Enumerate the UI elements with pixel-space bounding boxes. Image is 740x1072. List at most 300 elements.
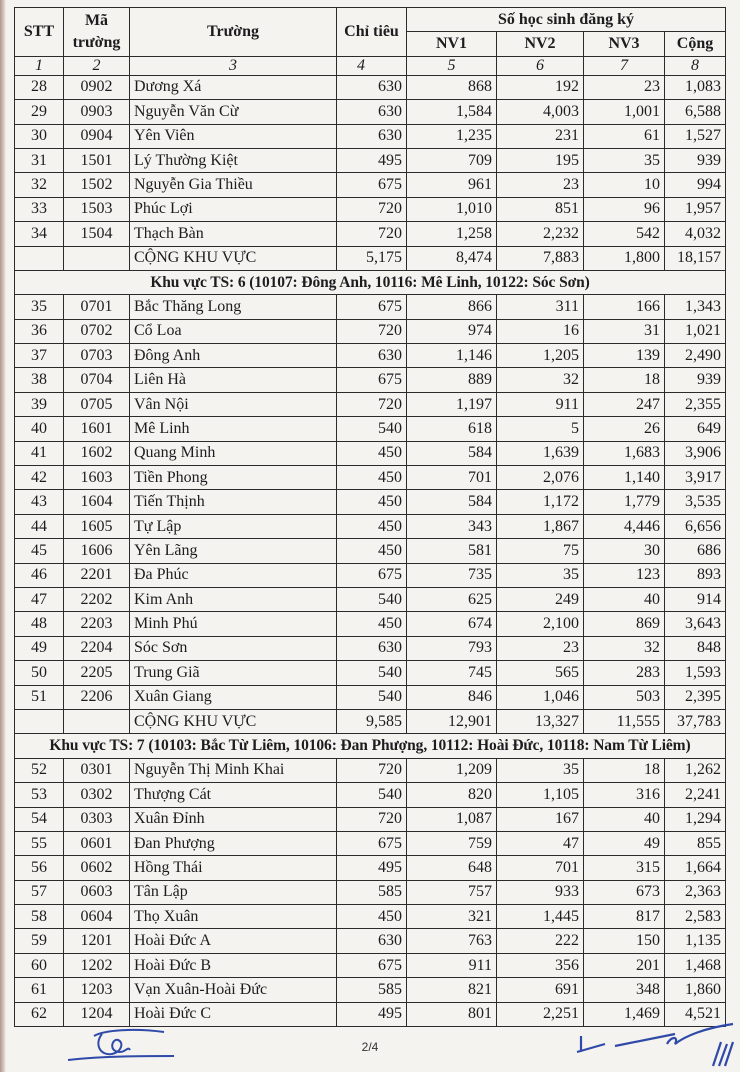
nv1-cell: 821	[407, 978, 497, 1002]
nv1-cell: 868	[407, 75, 497, 99]
nv1-cell: 1,209	[407, 758, 497, 782]
total-cell: 893	[665, 563, 726, 587]
quota-cell: 540	[337, 417, 407, 441]
stt-cell: 47	[15, 587, 64, 611]
column-index: 2	[64, 56, 130, 75]
col-header-nv3: NV3	[584, 32, 665, 56]
school-code-cell: 1203	[64, 978, 130, 1002]
quota-cell: 720	[337, 222, 407, 246]
total-cell: 1,021	[665, 319, 726, 343]
school-code-cell: 1603	[64, 466, 130, 490]
stt-cell: 57	[15, 880, 64, 904]
quota-cell: 720	[337, 758, 407, 782]
table-row	[15, 831, 726, 855]
school-code-cell: 1204	[64, 1002, 130, 1026]
nv3-cell: 201	[584, 953, 665, 977]
stt-cell: 56	[15, 856, 64, 880]
school-code-cell: 1606	[64, 539, 130, 563]
school-name-cell: Phúc Lợi	[130, 197, 337, 221]
stt-cell: 48	[15, 612, 64, 636]
stt-cell: 43	[15, 490, 64, 514]
nv3-cell: 542	[584, 222, 665, 246]
school-name-cell: Hoài Đức C	[130, 1002, 337, 1026]
page-number: 2/4	[361, 1040, 379, 1054]
school-name-cell: Mê Linh	[130, 417, 337, 441]
total-cell: 3,535	[665, 490, 726, 514]
school-code-cell: 0702	[64, 319, 130, 343]
school-code-cell: 0701	[64, 295, 130, 319]
school-name-cell: Tân Lập	[130, 880, 337, 904]
school-code-cell: 1605	[64, 514, 130, 538]
nv2-cell: 701	[497, 856, 584, 880]
school-code-cell: 2201	[64, 563, 130, 587]
nv3-cell: 40	[584, 807, 665, 831]
stt-cell: 38	[15, 368, 64, 392]
table-row	[15, 514, 726, 538]
nv3-cell: 10	[584, 173, 665, 197]
table-row	[15, 124, 726, 148]
nv2-cell: 231	[497, 124, 584, 148]
nv3-cell: 283	[584, 661, 665, 685]
nv1-cell: 745	[407, 661, 497, 685]
nv1-total: 8,474	[407, 246, 497, 270]
school-code-cell: 0601	[64, 831, 130, 855]
nv1-cell: 757	[407, 880, 497, 904]
stt-cell: 32	[15, 173, 64, 197]
nv3-cell: 348	[584, 978, 665, 1002]
nv3-cell: 40	[584, 587, 665, 611]
nv3-cell: 31	[584, 319, 665, 343]
school-code-cell: 1502	[64, 173, 130, 197]
quota-cell: 540	[337, 661, 407, 685]
school-code-cell: 0705	[64, 392, 130, 416]
stt-cell: 50	[15, 661, 64, 685]
signature-right-icon	[575, 1022, 735, 1070]
nv1-cell: 321	[407, 905, 497, 929]
nv1-cell: 1,235	[407, 124, 497, 148]
nv3-cell: 247	[584, 392, 665, 416]
quota-cell: 630	[337, 100, 407, 124]
school-name-cell: Vạn Xuân-Hoài Đức	[130, 978, 337, 1002]
nv2-cell: 5	[497, 417, 584, 441]
nv3-cell: 1,140	[584, 466, 665, 490]
stt-cell: 51	[15, 685, 64, 709]
col-header-chi-tieu: Chỉ tiêu	[337, 8, 407, 57]
nv1-cell: 793	[407, 636, 497, 660]
table-row	[15, 148, 726, 172]
nv2-cell: 35	[497, 758, 584, 782]
nv2-cell: 2,232	[497, 222, 584, 246]
nv3-cell: 30	[584, 539, 665, 563]
total-label: CỘNG KHU VỰC	[130, 246, 337, 270]
school-name-cell: Xuân Đỉnh	[130, 807, 337, 831]
total-cell: 649	[665, 417, 726, 441]
table-body	[15, 75, 726, 1026]
total-cell: 3,906	[665, 441, 726, 465]
quota-total: 5,175	[337, 246, 407, 270]
table-row	[15, 441, 726, 465]
col-header-ma-truong: Mã trường	[64, 8, 130, 57]
nv3-cell: 1,779	[584, 490, 665, 514]
col-header-nv1: NV1	[407, 32, 497, 56]
nv1-cell: 961	[407, 173, 497, 197]
stt-cell: 34	[15, 222, 64, 246]
table-row	[15, 612, 726, 636]
table-row	[15, 758, 726, 782]
nv2-cell: 911	[497, 392, 584, 416]
total-cell: 1,860	[665, 978, 726, 1002]
signature-left-icon	[64, 1026, 184, 1064]
school-name-cell: Yên Viên	[130, 124, 337, 148]
column-index: 7	[584, 56, 665, 75]
table-row	[15, 295, 726, 319]
total-cell: 2,355	[665, 392, 726, 416]
school-code-cell: 2202	[64, 587, 130, 611]
nv3-cell: 18	[584, 758, 665, 782]
total-cell: 2,583	[665, 905, 726, 929]
stt-cell: 35	[15, 295, 64, 319]
quota-cell: 675	[337, 173, 407, 197]
school-code-cell: 1504	[64, 222, 130, 246]
nv2-cell: 222	[497, 929, 584, 953]
school-code-cell: 0704	[64, 368, 130, 392]
table-row	[15, 75, 726, 99]
nv2-cell: 32	[497, 368, 584, 392]
nv3-cell: 1,683	[584, 441, 665, 465]
total-cell: 1,664	[665, 856, 726, 880]
stt-cell: 36	[15, 319, 64, 343]
nv2-cell: 192	[497, 75, 584, 99]
nv3-cell: 673	[584, 880, 665, 904]
table-row	[15, 978, 726, 1002]
total-cell: 914	[665, 587, 726, 611]
nv2-cell: 2,076	[497, 466, 584, 490]
school-name-cell: Quang Minh	[130, 441, 337, 465]
table-row	[15, 807, 726, 831]
quota-cell: 675	[337, 295, 407, 319]
stt-cell: 60	[15, 953, 64, 977]
stt-cell: 53	[15, 783, 64, 807]
nv1-cell: 584	[407, 490, 497, 514]
stt-cell: 39	[15, 392, 64, 416]
school-name-cell: Cổ Loa	[130, 319, 337, 343]
region-total-row	[15, 246, 726, 270]
table-row	[15, 417, 726, 441]
nv2-cell: 195	[497, 148, 584, 172]
stt-cell: 61	[15, 978, 64, 1002]
school-code-cell: 0904	[64, 124, 130, 148]
quota-cell: 720	[337, 197, 407, 221]
table-row	[15, 929, 726, 953]
nv3-cell: 503	[584, 685, 665, 709]
stt-cell: 33	[15, 197, 64, 221]
nv3-cell: 1,001	[584, 100, 665, 124]
nv2-cell: 1,205	[497, 344, 584, 368]
quota-cell: 585	[337, 880, 407, 904]
total-cell: 6,656	[665, 514, 726, 538]
nv2-total: 13,327	[497, 709, 584, 733]
nv2-cell: 23	[497, 636, 584, 660]
nv1-cell: 584	[407, 441, 497, 465]
region-title: Khu vực TS: 7 (10103: Bắc Từ Liêm, 10106: Đan Phượng, 10112: Hoài Đức, 10118: Nam Từ Liêm)	[15, 734, 726, 758]
total-cell: 3,643	[665, 612, 726, 636]
quota-cell: 720	[337, 807, 407, 831]
school-name-cell: Dương Xá	[130, 75, 337, 99]
table-header	[15, 8, 726, 76]
nv2-cell: 23	[497, 173, 584, 197]
nv3-cell: 61	[584, 124, 665, 148]
school-code-cell: 1602	[64, 441, 130, 465]
table-row	[15, 197, 726, 221]
stt-cell: 44	[15, 514, 64, 538]
stt-cell: 30	[15, 124, 64, 148]
stt-cell	[15, 246, 64, 270]
stt-cell: 62	[15, 1002, 64, 1026]
school-code-cell: 0902	[64, 75, 130, 99]
nv1-cell: 759	[407, 831, 497, 855]
nv1-cell: 648	[407, 856, 497, 880]
school-name-cell: Thạch Bàn	[130, 222, 337, 246]
school-name-cell: Trung Giã	[130, 661, 337, 685]
nv2-cell: 4,003	[497, 100, 584, 124]
nv1-cell: 1,258	[407, 222, 497, 246]
total-cell: 4,521	[665, 1002, 726, 1026]
nv1-cell: 343	[407, 514, 497, 538]
nv1-cell: 820	[407, 783, 497, 807]
stt-cell	[15, 709, 64, 733]
nv3-cell: 26	[584, 417, 665, 441]
stt-cell: 52	[15, 758, 64, 782]
stt-cell: 58	[15, 905, 64, 929]
stt-cell: 37	[15, 344, 64, 368]
total-cell: 2,395	[665, 685, 726, 709]
nv3-cell: 18	[584, 368, 665, 392]
quota-cell: 675	[337, 368, 407, 392]
column-index: 8	[665, 56, 726, 75]
nv3-cell: 316	[584, 783, 665, 807]
total-cell: 2,490	[665, 344, 726, 368]
school-code-cell: 1601	[64, 417, 130, 441]
quota-cell: 450	[337, 466, 407, 490]
total-cell: 1,135	[665, 929, 726, 953]
school-name-cell: Nguyễn Thị Minh Khai	[130, 758, 337, 782]
school-code-cell: 1501	[64, 148, 130, 172]
table-row	[15, 490, 726, 514]
quota-cell: 495	[337, 856, 407, 880]
total-cell: 994	[665, 173, 726, 197]
region-total-row	[15, 709, 726, 733]
school-name-cell: Yên Lãng	[130, 539, 337, 563]
total-cell: 1,527	[665, 124, 726, 148]
quota-cell: 495	[337, 148, 407, 172]
school-name-cell: Tiến Thịnh	[130, 490, 337, 514]
quota-cell: 630	[337, 344, 407, 368]
school-name-cell: Tiền Phong	[130, 466, 337, 490]
school-name-cell: Hoài Đức A	[130, 929, 337, 953]
quota-cell: 495	[337, 1002, 407, 1026]
stt-cell: 41	[15, 441, 64, 465]
column-index: 4	[337, 56, 407, 75]
school-code-cell: 0303	[64, 807, 130, 831]
nv2-cell: 311	[497, 295, 584, 319]
school-name-cell: Hồng Thái	[130, 856, 337, 880]
stt-cell: 42	[15, 466, 64, 490]
nv1-cell: 846	[407, 685, 497, 709]
table-row	[15, 173, 726, 197]
table-row	[15, 392, 726, 416]
school-name-cell: Kim Anh	[130, 587, 337, 611]
stt-cell: 59	[15, 929, 64, 953]
school-code-cell: 2205	[64, 661, 130, 685]
quota-cell: 585	[337, 978, 407, 1002]
nv3-cell: 96	[584, 197, 665, 221]
grand-total: 37,783	[665, 709, 726, 733]
nv3-cell: 49	[584, 831, 665, 855]
school-name-cell: Sóc Sơn	[130, 636, 337, 660]
grand-total: 18,157	[665, 246, 726, 270]
nv1-cell: 1,087	[407, 807, 497, 831]
school-code-cell: 0603	[64, 880, 130, 904]
nv3-cell: 32	[584, 636, 665, 660]
stt-cell: 45	[15, 539, 64, 563]
nv2-cell: 1,105	[497, 783, 584, 807]
quota-cell: 630	[337, 929, 407, 953]
quota-cell: 675	[337, 953, 407, 977]
table-row	[15, 319, 726, 343]
quota-cell: 450	[337, 539, 407, 563]
table-row	[15, 856, 726, 880]
school-name-cell: Nguyễn Gia Thiều	[130, 173, 337, 197]
nv1-cell: 974	[407, 319, 497, 343]
total-label: CỘNG KHU VỰC	[130, 709, 337, 733]
total-cell: 1,343	[665, 295, 726, 319]
nv2-cell: 933	[497, 880, 584, 904]
table-row	[15, 222, 726, 246]
nv2-cell: 1,046	[497, 685, 584, 709]
nv1-cell: 1,197	[407, 392, 497, 416]
nv1-cell: 1,010	[407, 197, 497, 221]
total-cell: 1,468	[665, 953, 726, 977]
school-code-cell: 0301	[64, 758, 130, 782]
quota-cell: 540	[337, 587, 407, 611]
stt-cell: 40	[15, 417, 64, 441]
nv3-total: 11,555	[584, 709, 665, 733]
nv2-total: 7,883	[497, 246, 584, 270]
school-code-cell	[64, 709, 130, 733]
quota-total: 9,585	[337, 709, 407, 733]
total-cell: 2,363	[665, 880, 726, 904]
nv1-cell: 735	[407, 563, 497, 587]
total-cell: 686	[665, 539, 726, 563]
total-cell: 2,241	[665, 783, 726, 807]
column-index: 6	[497, 56, 584, 75]
nv1-cell: 911	[407, 953, 497, 977]
school-code-cell: 1201	[64, 929, 130, 953]
stt-cell: 31	[15, 148, 64, 172]
total-cell: 1,593	[665, 661, 726, 685]
table-row	[15, 636, 726, 660]
nv3-cell: 35	[584, 148, 665, 172]
nv1-cell: 618	[407, 417, 497, 441]
col-header-cong: Cộng	[665, 32, 726, 56]
school-code-cell: 1604	[64, 490, 130, 514]
nv1-cell: 701	[407, 466, 497, 490]
quota-cell: 540	[337, 685, 407, 709]
total-cell: 3,917	[665, 466, 726, 490]
stt-cell: 55	[15, 831, 64, 855]
nv1-cell: 889	[407, 368, 497, 392]
nv3-cell: 869	[584, 612, 665, 636]
table-row	[15, 905, 726, 929]
table-row	[15, 344, 726, 368]
stt-cell: 28	[15, 75, 64, 99]
nv2-cell: 851	[497, 197, 584, 221]
table-row	[15, 539, 726, 563]
registration-table	[14, 7, 726, 1027]
school-code-cell: 0302	[64, 783, 130, 807]
total-cell: 1,957	[665, 197, 726, 221]
nv1-cell: 763	[407, 929, 497, 953]
stt-cell: 54	[15, 807, 64, 831]
table-row	[15, 953, 726, 977]
nv3-cell: 166	[584, 295, 665, 319]
col-header-stt: STT	[15, 8, 64, 57]
column-index: 1	[15, 56, 64, 75]
school-name-cell: Minh Phú	[130, 612, 337, 636]
quota-cell: 450	[337, 612, 407, 636]
col-header-so-hs-dang-ky: Số học sinh đăng ký	[407, 8, 726, 32]
school-name-cell: Đan Phượng	[130, 831, 337, 855]
nv1-cell: 866	[407, 295, 497, 319]
school-code-cell: 2203	[64, 612, 130, 636]
school-code-cell: 0703	[64, 344, 130, 368]
scan-page-edge	[0, 0, 6, 1072]
col-header-truong: Trường	[130, 8, 337, 57]
nv1-cell: 1,584	[407, 100, 497, 124]
nv1-cell: 625	[407, 587, 497, 611]
total-cell: 1,294	[665, 807, 726, 831]
school-name-cell: Thượng Cát	[130, 783, 337, 807]
quota-cell: 450	[337, 514, 407, 538]
column-index: 5	[407, 56, 497, 75]
nv2-cell: 249	[497, 587, 584, 611]
table-row	[15, 685, 726, 709]
quota-cell: 450	[337, 905, 407, 929]
nv2-cell: 2,100	[497, 612, 584, 636]
nv2-cell: 75	[497, 539, 584, 563]
region-header-row	[15, 270, 726, 294]
quota-cell: 630	[337, 636, 407, 660]
table-row	[15, 587, 726, 611]
stt-cell: 29	[15, 100, 64, 124]
school-name-cell: Liên Hà	[130, 368, 337, 392]
quota-cell: 720	[337, 392, 407, 416]
school-code-cell: 0903	[64, 100, 130, 124]
total-cell: 6,588	[665, 100, 726, 124]
school-name-cell: Hoài Đức B	[130, 953, 337, 977]
nv1-cell: 801	[407, 1002, 497, 1026]
total-cell: 4,032	[665, 222, 726, 246]
quota-cell: 675	[337, 831, 407, 855]
school-code-cell: 1202	[64, 953, 130, 977]
school-code-cell: 2204	[64, 636, 130, 660]
school-name-cell: Xuân Giang	[130, 685, 337, 709]
nv2-cell: 1,445	[497, 905, 584, 929]
nv2-cell: 565	[497, 661, 584, 685]
nv2-cell: 691	[497, 978, 584, 1002]
total-cell: 1,262	[665, 758, 726, 782]
nv3-cell: 817	[584, 905, 665, 929]
